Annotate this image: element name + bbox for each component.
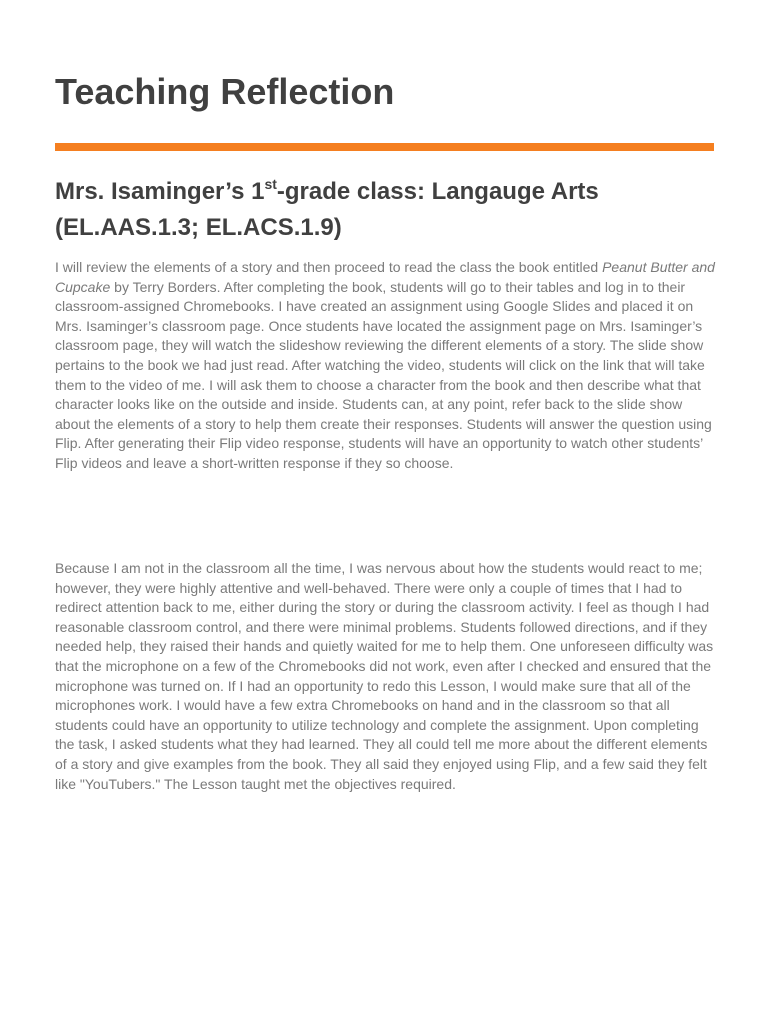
section-heading: [55, 174, 715, 246]
page-title: Teaching Reflection: [55, 71, 395, 112]
heading-superscript: st: [264, 176, 277, 192]
book-title: Peanut Butter and Cupcake: [55, 259, 715, 295]
heading-text-end: -grade class: Langauge Arts (EL.AAS.1.3; EL.ACS.1.9): [55, 178, 599, 241]
reflection-paragraph: Because I am not in the classroom all the time, I was nervous about how the students would react to me; however, they were highly attentive and well-behaved. There were only a couple of times that I had to redirect attention back to me, either during the story or during the classroom activity. I feel as though I had reasonable classroom control, and there were minimal problems. Students followed directions, and if they needed help, they raised their hands and quietly waited for me to help them. One unforeseen difficulty was that the microphone on a few of the Chromebooks did not work, even after I checked and ensured that the microphone was turned on. If I had an opportunity to redo this Lesson, I would make sure that all of the microphones work. I would have a few extra Chromebooks on hand and in the classroom so that all students could have an opportunity to utilize technology and complete the assignment. Upon completing the task, I asked students what they had learned. They all could tell me more about the different elements of a story and give examples from the book. They all said they enjoyed using Flip, and a few said they felt like "YouTubers." The Lesson taught met the objectives required.: [55, 560, 714, 792]
paragraph-text: I will review the elements of a story and then proceed to read the class the book entitled: [55, 259, 603, 275]
lesson-plan-paragraph: [55, 258, 715, 474]
orange-divider: [55, 143, 714, 151]
heading-text-start: Mrs. Isaminger’s 1: [55, 178, 265, 205]
paragraph-text: by Terry Borders. After completing the book, students will go to their tables and log in to their classroom-assigned Chromebooks. I have created an assignment using Google Slides and placed it on Mrs. Isaminger’s classroom page. Once students have located the assignment page on Mrs. Isaminger’s classroom page, they will watch the slideshow reviewing the different elements of a story. The slide show pertains to the book we had just read. After watching the video, students will click on the link that will take them to the video of me. I will ask them to choose a character from the book and then describe what that character looks like on the outside and inside. Students can, at any point, refer back to the slide show about the elements of a story to help them create their responses. Students will answer the question using Flip. After generating their Flip video response, students will have an opportunity to watch other students’ Flip videos and leave a short-written response if they so choose.: [55, 278, 712, 471]
